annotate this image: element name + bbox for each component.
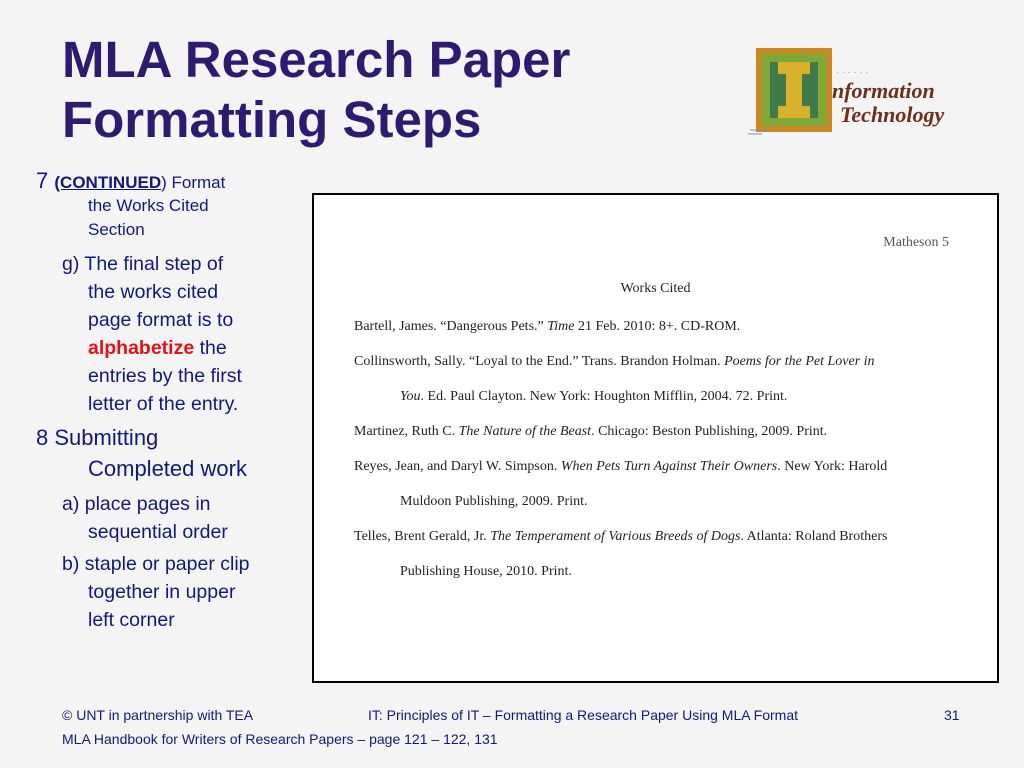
- step8-b-line1: b) staple or paper clip: [62, 553, 250, 575]
- citation-text: Bartell, James. “Dangerous Pets.”: [354, 319, 548, 334]
- slide-title: [62, 30, 570, 150]
- citation-text: Collinsworth, Sally. “Loyal to the End.” Trans. Brandon Holman.: [354, 354, 725, 369]
- step8-heading: [36, 422, 298, 484]
- step8-b-line3: left corner: [88, 609, 175, 631]
- citation-entry: [354, 344, 875, 414]
- citation-entry: [354, 519, 887, 589]
- citation-italic: The Nature of the Beast: [458, 424, 592, 439]
- works-cited-sample-page: [312, 193, 999, 683]
- step8-a: [62, 490, 298, 546]
- page-header: Matheson 5: [883, 235, 949, 250]
- citation-entry: [354, 309, 740, 344]
- citation-text: . Ed. Paul Clayton. New York: Houghton Mifflin, 2004. 72. Print.: [420, 389, 788, 404]
- citation-text: . Atlanta: Roland Brothers: [740, 529, 888, 544]
- step-g-line3: page format is to: [88, 309, 234, 331]
- slide-title-line1: MLA Research Paper: [62, 31, 571, 88]
- step7-line2: the Works Cited: [88, 196, 209, 215]
- citation-italic: The Temperament of Various Breeds of Dogs: [490, 529, 741, 544]
- step8-a-line1: a) place pages in: [62, 493, 211, 515]
- step7-line3: Section: [88, 220, 145, 239]
- citation-text: 21 Feb. 2010: 8+. CD-ROM.: [574, 319, 741, 334]
- citation-italic: Time: [547, 319, 575, 334]
- step7-number: 7: [36, 168, 49, 193]
- svg-text:· · · · · ·: · · · · · ·: [836, 68, 869, 79]
- citation-italic: You: [400, 389, 421, 404]
- step8-a-line2: sequential order: [88, 521, 228, 543]
- step8-b: [62, 550, 298, 634]
- step7-after: ) Format: [161, 173, 226, 192]
- citation-text: Martinez, Ruth C.: [354, 424, 459, 439]
- citation-hanging-line: [354, 379, 875, 414]
- citation-entry: [354, 414, 827, 449]
- step-g-line5: entries by the first: [88, 365, 242, 387]
- footer-course-title: IT: Principles of IT – Formatting a Research Paper Using MLA Format: [368, 707, 799, 723]
- step-g: [62, 250, 298, 418]
- citation-text: . New York: Harold: [777, 459, 888, 474]
- step7-heading: [36, 168, 298, 194]
- logo-word-technology: Technology: [840, 102, 945, 127]
- citation-entry: [354, 449, 887, 519]
- footer-copyright: © UNT in partnership with TEA: [62, 707, 254, 723]
- step-g-line6: letter of the entry.: [88, 393, 239, 415]
- information-technology-logo: [748, 42, 968, 142]
- citation-italic: Poems for the Pet Lover in: [724, 354, 875, 369]
- works-cited-title: Works Cited: [620, 281, 691, 296]
- bullet-list: [36, 168, 298, 638]
- step7-subtext: [36, 194, 298, 242]
- step8-line2: Completed work: [88, 456, 247, 481]
- step-g-line2: the works cited: [88, 281, 219, 303]
- citation-text: . Chicago: Beston Publishing, 2009. Print.: [591, 424, 828, 439]
- step-g-after: the: [194, 337, 227, 359]
- step8-line1: 8 Submitting: [36, 425, 159, 450]
- step8-b-line2: together in upper: [88, 581, 236, 603]
- citation-hanging-line: Muldoon Publishing, 2009. Print.: [400, 494, 588, 509]
- citation-hanging-line: Publishing House, 2010. Print.: [400, 564, 572, 579]
- citation-text: Reyes, Jean, and Daryl W. Simpson.: [354, 459, 561, 474]
- footer-reference: MLA Handbook for Writers of Research Papers – page 121 – 122, 131: [62, 731, 498, 747]
- step-g-line4: [62, 334, 298, 362]
- citation-text: Telles, Brent Gerald, Jr.: [354, 529, 491, 544]
- citation-italic: When Pets Turn Against Their Owners: [560, 459, 778, 474]
- slide-title-line2: Formatting Steps: [62, 91, 482, 148]
- step7-continued: (CONTINUED: [54, 173, 162, 192]
- logo-word-information: nformation: [832, 78, 935, 103]
- slide-number: 31: [944, 707, 960, 723]
- alphabetize-highlight: alphabetize: [88, 337, 195, 359]
- step-g-line1: g) The final step of: [62, 253, 224, 275]
